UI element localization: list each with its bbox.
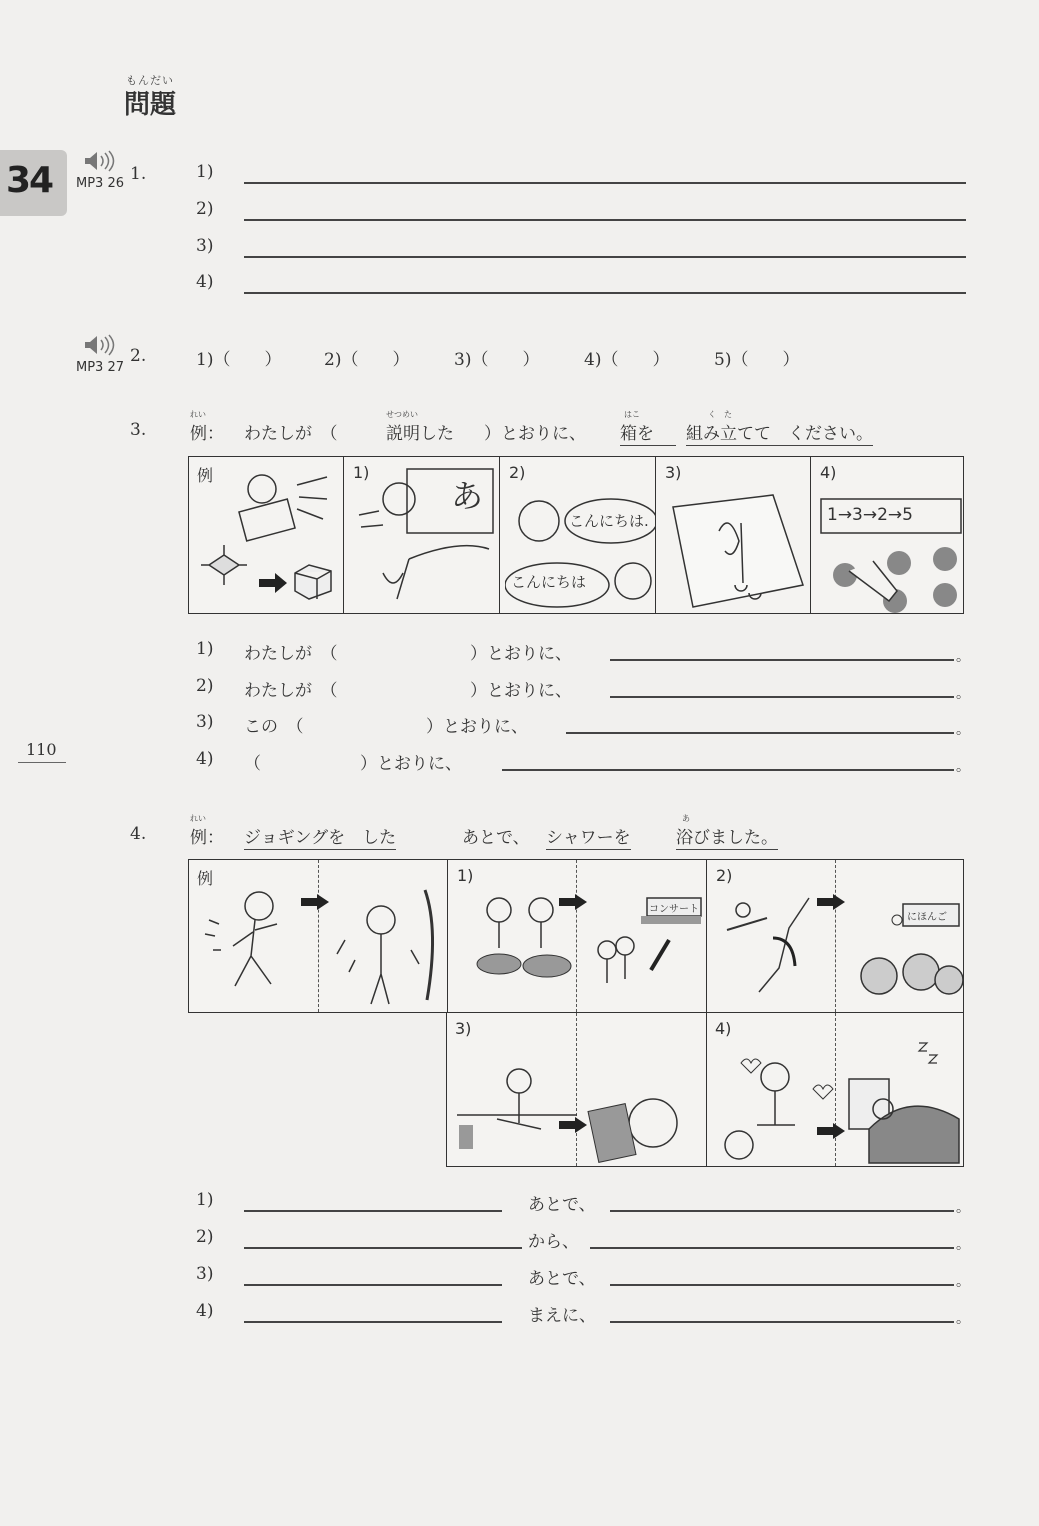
item-number: 2) bbox=[196, 1227, 214, 1247]
answer-line[interactable] bbox=[244, 1284, 502, 1286]
page-title: 問題 bbox=[124, 90, 177, 120]
period: 。 bbox=[956, 1311, 970, 1327]
question-number: 2. bbox=[130, 346, 147, 366]
answer-line[interactable] bbox=[610, 659, 954, 661]
example-text: 箱を bbox=[620, 419, 676, 446]
example-text: わたしが （ bbox=[244, 424, 338, 444]
answer-line[interactable] bbox=[244, 292, 966, 294]
picture-strip bbox=[446, 1012, 964, 1167]
choice-blank[interactable]: 5)（ ） bbox=[714, 350, 800, 370]
panel-label: 3) bbox=[665, 463, 682, 482]
period: 。 bbox=[956, 649, 970, 665]
lesson-number: 34 bbox=[6, 160, 53, 201]
mp3-label: MP3 27 bbox=[76, 360, 125, 375]
answer-line[interactable] bbox=[244, 219, 966, 221]
classroom-sign-text: にほんご bbox=[907, 912, 947, 923]
answer-line[interactable] bbox=[566, 732, 954, 734]
item-number: 1) bbox=[196, 639, 214, 659]
jogging-illustration bbox=[199, 880, 315, 1010]
cutting-paper-illustration bbox=[659, 463, 809, 613]
answer-suffix: ）とおりに、 bbox=[470, 681, 572, 701]
example-text: シャワーを bbox=[546, 823, 631, 850]
answer-line[interactable] bbox=[244, 1210, 502, 1212]
answer-line[interactable] bbox=[610, 1284, 954, 1286]
reading-menu-illustration bbox=[583, 1033, 703, 1165]
panel-divider bbox=[706, 1013, 707, 1166]
concert-sign-text: コンサート bbox=[649, 904, 699, 915]
item-number: 2) bbox=[196, 676, 214, 696]
answer-suffix: ）とおりに、 bbox=[360, 754, 462, 774]
panel-label: 2) bbox=[716, 866, 733, 885]
answer-line[interactable] bbox=[244, 256, 966, 258]
ruby: はこ bbox=[624, 410, 640, 419]
dashed-divider bbox=[318, 860, 319, 1012]
question-number: 1. bbox=[130, 164, 147, 184]
answer-connector: まえに、 bbox=[528, 1306, 596, 1326]
example-label: 例： bbox=[190, 828, 224, 848]
ruby: あ bbox=[682, 814, 690, 823]
panel-divider bbox=[655, 457, 656, 613]
answer-line[interactable] bbox=[610, 1321, 954, 1323]
period: 。 bbox=[956, 722, 970, 738]
answer-prefix: この （ bbox=[244, 717, 304, 737]
picture-strip bbox=[188, 456, 964, 614]
answer-line[interactable] bbox=[610, 696, 954, 698]
answer-connector: あとで、 bbox=[528, 1269, 596, 1289]
panel-label: 2) bbox=[509, 463, 526, 482]
item-number: 3) bbox=[196, 236, 214, 256]
choice-blank[interactable]: 1)（ ） bbox=[196, 350, 282, 370]
item-number: 4) bbox=[196, 272, 214, 292]
panel-divider bbox=[706, 860, 707, 1012]
period: 。 bbox=[956, 686, 970, 702]
period: 。 bbox=[956, 1237, 970, 1253]
panel-label: 1) bbox=[457, 866, 474, 885]
example-underlined: 浴びました。 bbox=[676, 828, 778, 848]
choice-blank[interactable]: 3)（ ） bbox=[454, 350, 540, 370]
answer-prefix: わたしが （ bbox=[244, 681, 338, 701]
page-number-rule bbox=[18, 762, 66, 763]
answer-connector: あとで、 bbox=[528, 1195, 596, 1215]
title-ruby: もんだい bbox=[126, 74, 174, 87]
period: 。 bbox=[956, 1274, 970, 1290]
period: 。 bbox=[956, 1200, 970, 1216]
item-number: 3) bbox=[196, 712, 214, 732]
panel-label: 1) bbox=[353, 463, 370, 482]
speaker-icon[interactable] bbox=[82, 150, 122, 172]
example-text: あとで、 bbox=[462, 828, 530, 848]
pressing-buttons-illustration bbox=[815, 463, 965, 613]
item-number: 4) bbox=[196, 1301, 214, 1321]
answer-line[interactable] bbox=[244, 1247, 522, 1249]
shower-illustration bbox=[325, 880, 445, 1010]
item-number: 3) bbox=[196, 1264, 214, 1284]
panel-divider bbox=[499, 457, 500, 613]
period: 。 bbox=[956, 759, 970, 775]
ruby: せつめい bbox=[386, 410, 418, 419]
item-number: 1) bbox=[196, 162, 214, 182]
answer-line[interactable] bbox=[502, 769, 954, 771]
example-text: ）とおりに、 bbox=[484, 424, 586, 444]
panel-label: 例 bbox=[197, 466, 214, 485]
example-text: 説明した bbox=[386, 424, 454, 444]
question-number: 4. bbox=[130, 824, 147, 844]
speaker-icon[interactable] bbox=[82, 334, 122, 356]
answer-line[interactable] bbox=[590, 1247, 954, 1249]
hiragana-a: あ bbox=[451, 477, 484, 515]
sleeping-illustration bbox=[839, 1033, 963, 1165]
panel-label: 3) bbox=[455, 1019, 472, 1038]
panel-divider bbox=[810, 457, 811, 613]
question-number: 3. bbox=[130, 420, 147, 440]
receiving-gifts-illustration bbox=[711, 1033, 835, 1165]
picture-strip bbox=[188, 859, 964, 1013]
example-underlined: 組み立てて ください。 bbox=[686, 424, 873, 444]
answer-connector: から、 bbox=[528, 1232, 579, 1252]
page-number: 110 bbox=[26, 740, 57, 759]
speech-bubble-text: こんにちは. bbox=[569, 512, 649, 530]
answer-line[interactable] bbox=[244, 1321, 502, 1323]
panel-label: 例 bbox=[197, 869, 214, 888]
answer-prefix: わたしが （ bbox=[244, 644, 338, 664]
answer-line[interactable] bbox=[610, 1210, 954, 1212]
item-number: 2) bbox=[196, 199, 214, 219]
office-work-illustration bbox=[453, 1033, 577, 1165]
example-text bbox=[686, 419, 873, 444]
dashed-divider bbox=[835, 1013, 836, 1166]
answer-line[interactable] bbox=[244, 182, 966, 184]
answer-suffix: ）とおりに、 bbox=[470, 644, 572, 664]
ruby: れい bbox=[190, 814, 206, 823]
choice-blank[interactable]: 4)（ ） bbox=[584, 350, 670, 370]
item-number: 1) bbox=[196, 1190, 214, 1210]
item-number: 4) bbox=[196, 749, 214, 769]
example-text bbox=[676, 823, 778, 848]
panel-label: 4) bbox=[820, 463, 837, 482]
panel-label: 4) bbox=[715, 1019, 732, 1038]
panel-divider bbox=[343, 457, 344, 613]
ruby: れい bbox=[190, 410, 206, 419]
speech-bubble-text: こんにちは bbox=[511, 573, 587, 591]
person-holding-instructions-illustration bbox=[197, 465, 337, 610]
choice-blank[interactable]: 2)（ ） bbox=[324, 350, 410, 370]
example-label: 例： bbox=[190, 424, 224, 444]
mp3-label: MP3 26 bbox=[76, 176, 125, 191]
example-text: ジョギングを した bbox=[244, 823, 396, 850]
japanese-class-illustration bbox=[839, 880, 963, 1010]
answer-suffix: ）とおりに、 bbox=[426, 717, 528, 737]
button-sequence-text: 1→3→2→5 bbox=[827, 505, 913, 525]
answer-prefix: （ bbox=[244, 754, 261, 774]
ruby: く た bbox=[708, 410, 732, 419]
panel-divider bbox=[447, 860, 448, 1012]
